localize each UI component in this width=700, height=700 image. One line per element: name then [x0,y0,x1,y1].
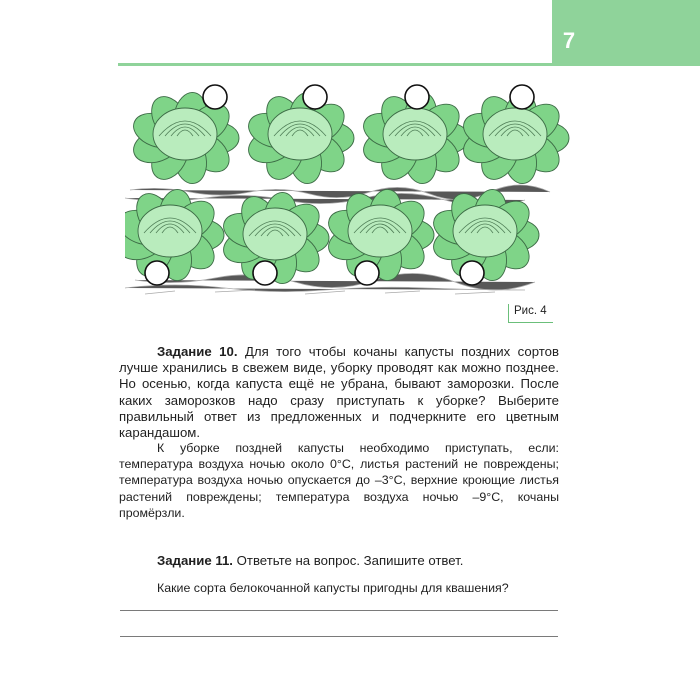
marker-circle[interactable] [145,261,169,285]
marker-circle[interactable] [253,261,277,285]
task-10 [119,344,559,441]
answer-line[interactable] [120,610,558,611]
marker-circle[interactable] [303,85,327,109]
page-number: 7 [562,28,576,53]
marker-circle[interactable] [355,261,379,285]
cabbage-head [125,187,224,283]
top-rule [118,63,700,66]
marker-circle[interactable] [405,85,429,109]
figure-caption: Рис. 4 [514,305,547,317]
task-10-text: Для того чтобы кочаны капусты поздних сортов лучше хранились в свежем виде, уборку проводят как можно позднее. Но осенью, когда капуста ещё не убрана, бывают заморозки. После каких заморозков надо сразу приступать к уборке? Выберите правильный ответ из предложенных и подчеркните его цветным карандашом. [119,344,559,441]
figure-caption-frame [508,304,553,323]
task-10-options [119,440,559,521]
marker-circle[interactable] [203,85,227,109]
marker-circle[interactable] [510,85,534,109]
marker-circle[interactable] [460,261,484,285]
answer-line[interactable] [120,636,558,637]
task-10-options-text: К уборке поздней капусты необходимо приступать, если: температура воздуха ночью около 0°C, листья растений не повреждены; температура воздуха ночью опускается до –3°C, верхние кроющие листья растений повреждены; температура воздуха ночью –9°C, кочаны промёрзли. [119,441,559,520]
cabbage-illustration [125,80,575,305]
cabbage-drawing [125,80,575,305]
cabbage-head [244,90,354,186]
task-11-title: Задание 11. [157,553,233,568]
task-11 [157,553,463,569]
task-11-question: Какие сорта белокочанной капусты пригодны для квашения? [157,581,509,595]
task-10-title: Задание 10. [157,344,238,359]
task-11-text: Ответьте на вопрос. Запишите ответ. [236,553,464,568]
page-number-tab [552,0,700,64]
